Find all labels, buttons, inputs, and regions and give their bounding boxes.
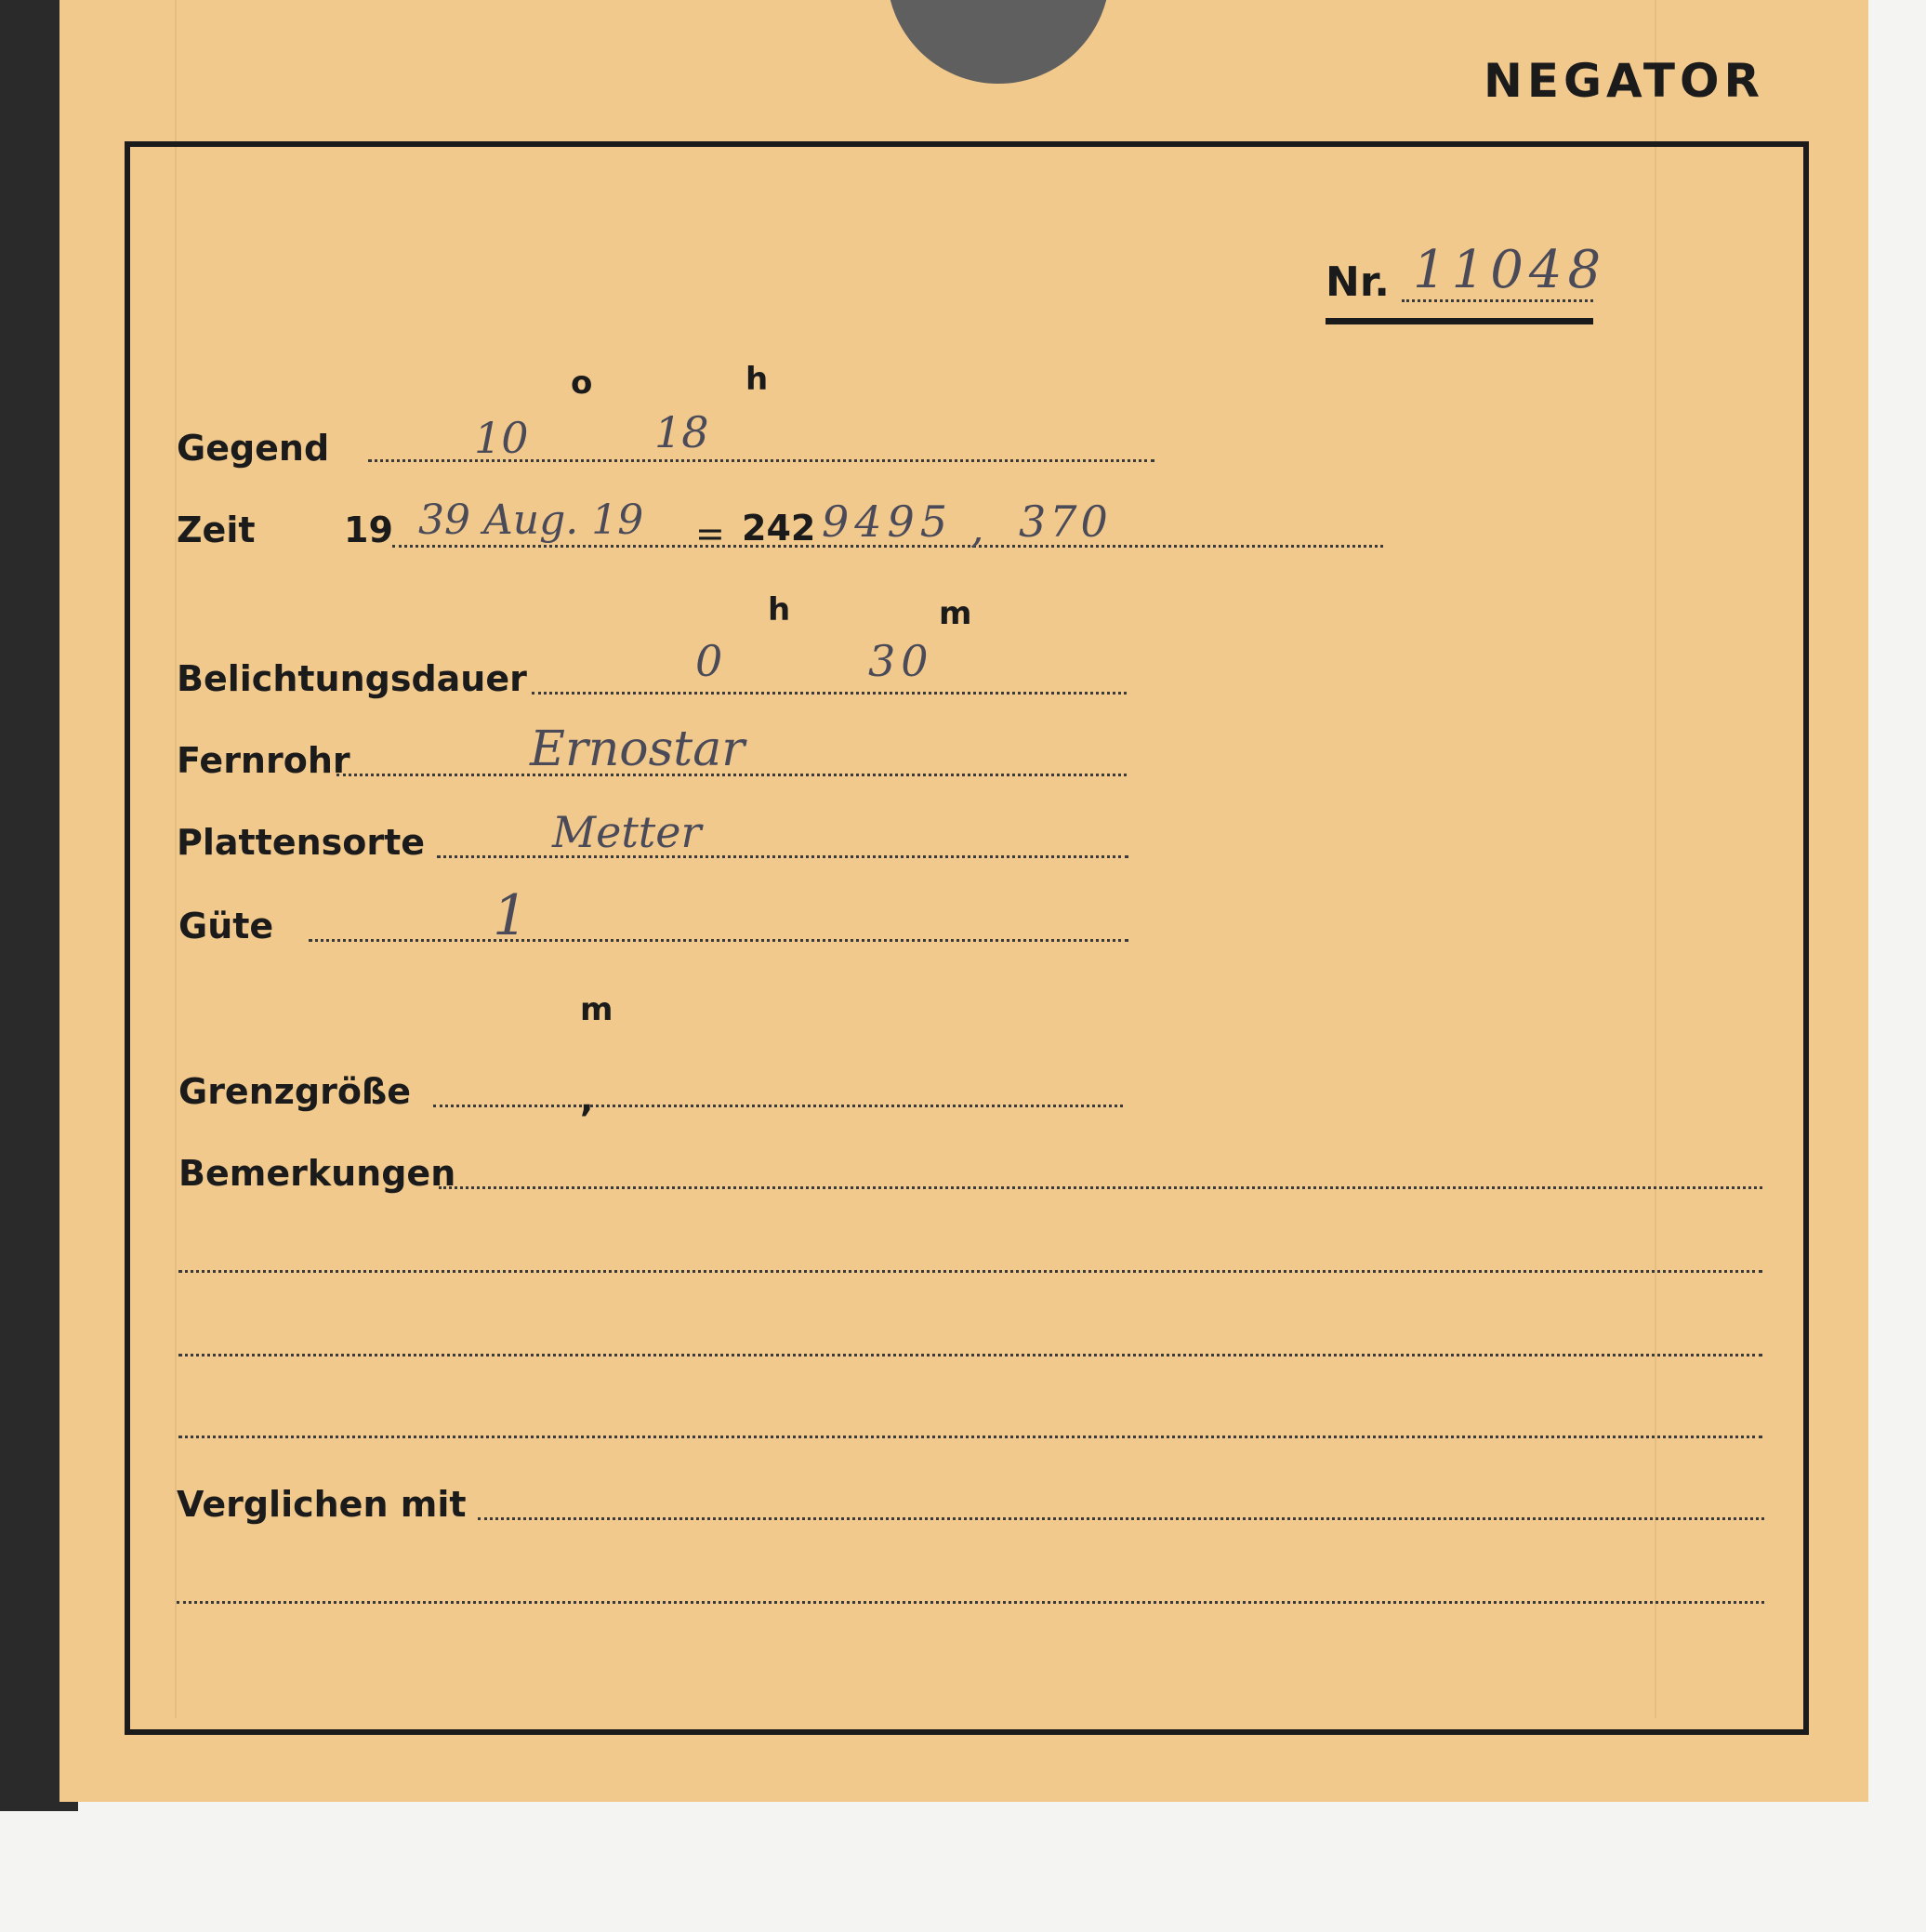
grenzgroesse-dotline (433, 1105, 1123, 1107)
fernrohr-value: Ernostar (530, 721, 745, 777)
bemerkungen-dotline-3 (178, 1354, 1762, 1356)
bemerkungen-dotline-2 (178, 1270, 1762, 1273)
guete-label: Güte (178, 906, 274, 946)
zeit-label: Zeit (177, 509, 256, 550)
brand-title: NEGATOR (1484, 54, 1764, 108)
belichtung-label: Belichtungsdauer (177, 658, 527, 699)
zeit-date: 39 Aug. 19 (418, 496, 644, 544)
gegend-value-h: 18 (654, 407, 709, 457)
gegend-unit-h: h (745, 361, 769, 398)
zeit-jd-value: 9495 (822, 496, 954, 547)
plattensorte-label: Plattensorte (177, 822, 426, 863)
bemerkungen-label: Bemerkungen (178, 1153, 456, 1194)
belichtung-unit-h: h (768, 591, 791, 629)
verglichen-dotline-1 (478, 1517, 1764, 1520)
zeit-jd-prefix: 242 (742, 508, 816, 549)
gegend-unit-o: o (571, 364, 593, 402)
number-label: Nr. (1326, 258, 1390, 306)
bemerkungen-dotline-1 (439, 1186, 1762, 1189)
gegend-label: Gegend (177, 428, 330, 469)
number-underline (1326, 318, 1593, 324)
grenzgroesse-unit-m: m (580, 991, 613, 1028)
belichtung-value-h: 0 (695, 636, 723, 686)
verglichen-dotline-2 (177, 1601, 1764, 1604)
belichtung-value-m: 30 (868, 636, 934, 686)
guete-dotline (309, 939, 1128, 942)
fernrohr-label: Fernrohr (177, 740, 350, 781)
guete-value: 1 (493, 883, 529, 948)
plattensorte-value: Metter (552, 807, 702, 857)
zeit-equals: = (695, 513, 725, 554)
grenzgroesse-label: Grenzgröße (178, 1071, 412, 1112)
zeit-prefix: 19 (344, 509, 393, 550)
grenzgroesse-comma: , (580, 1078, 594, 1119)
thumb-notch (887, 0, 1110, 84)
zeit-jd-fraction: 370 (1019, 496, 1112, 547)
belichtung-dotline (532, 692, 1127, 695)
verglichen-label: Verglichen mit (177, 1484, 467, 1525)
number-value: 11048 (1413, 240, 1607, 300)
bemerkungen-dotline-4 (178, 1436, 1762, 1438)
gegend-value-o: 10 (474, 413, 529, 463)
belichtung-unit-m: m (939, 595, 972, 632)
plattensorte-dotline (437, 855, 1128, 858)
zeit-jd-comma: , (970, 502, 984, 552)
